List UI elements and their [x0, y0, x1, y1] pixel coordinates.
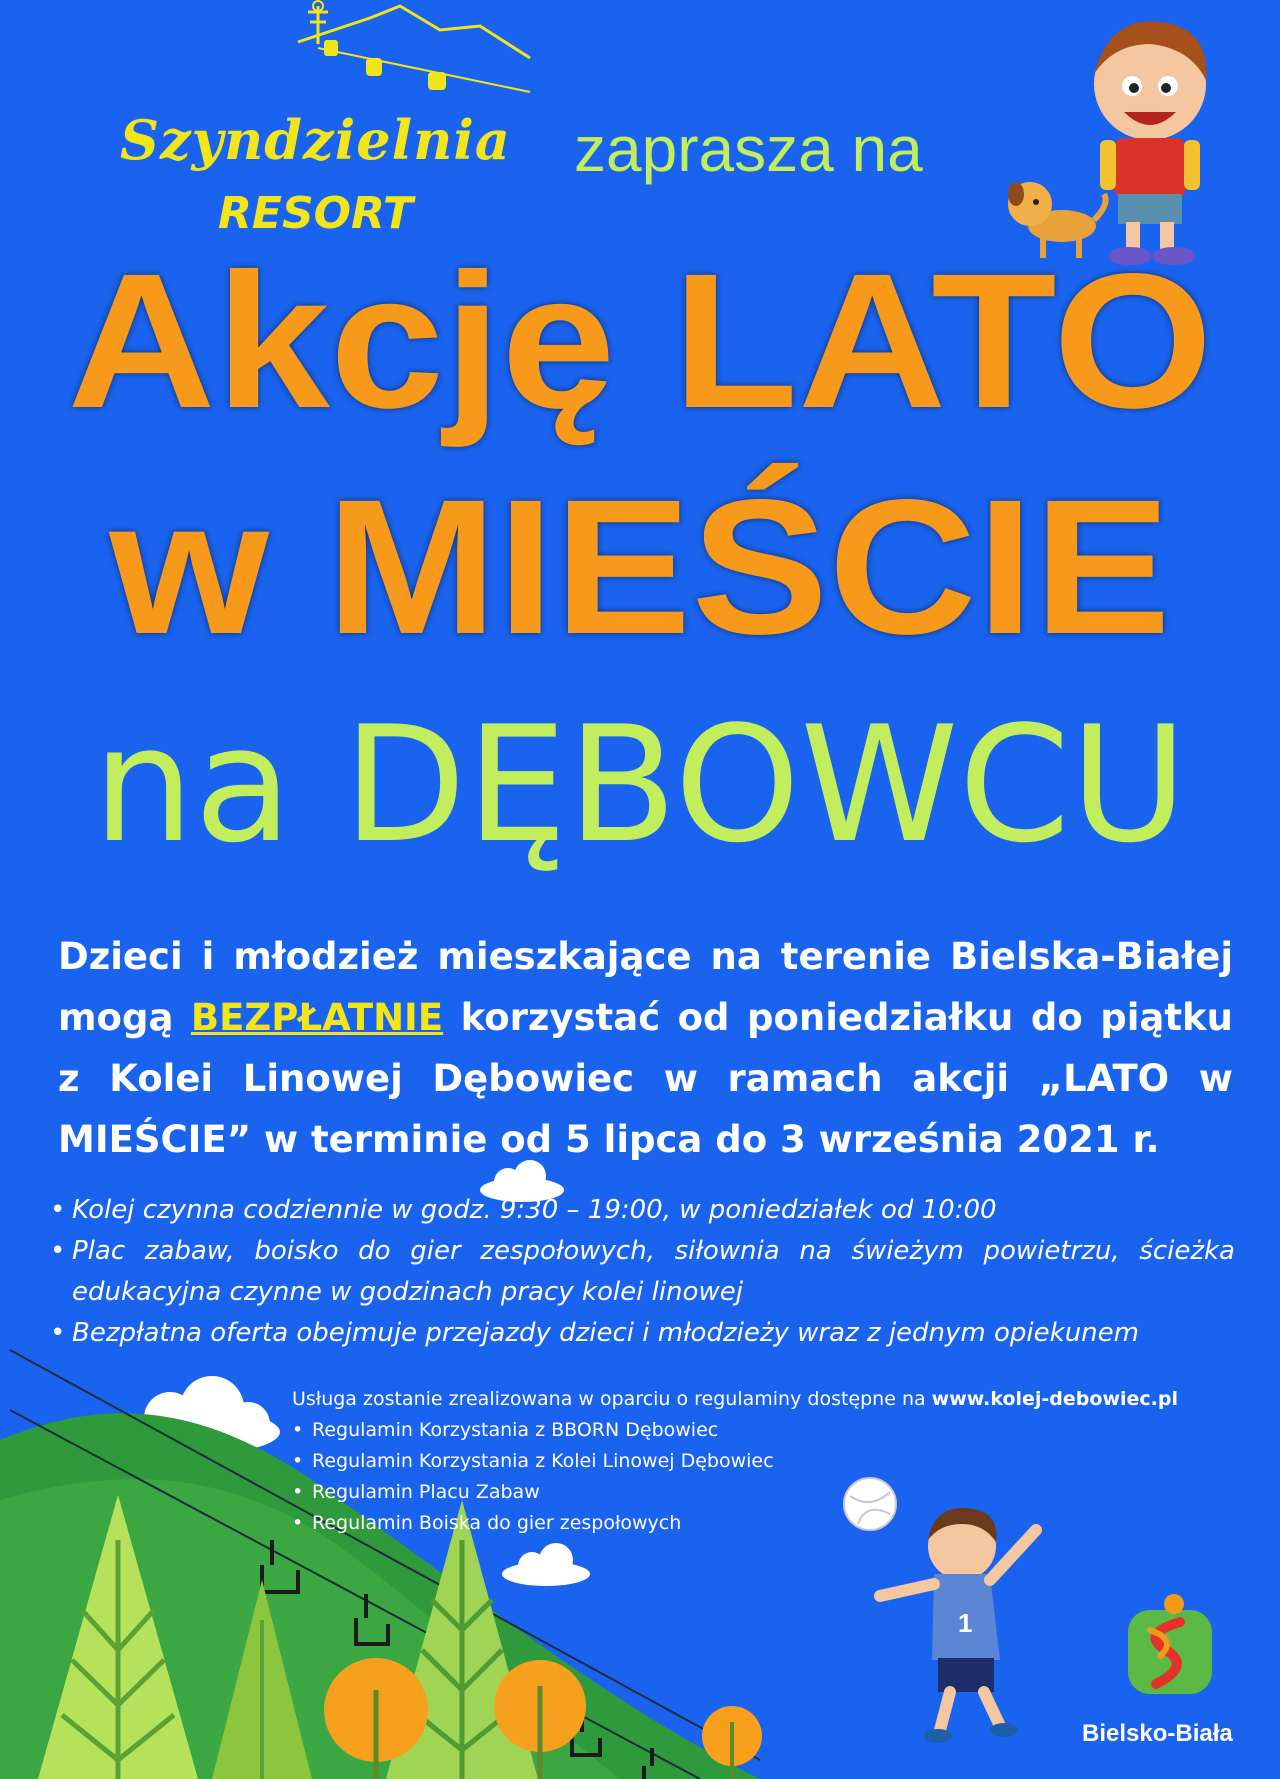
info-bullet-list — [50, 1190, 1235, 1354]
headline-line-1: Akcję LATO — [67, 233, 1213, 448]
website-link[interactable]: www.kolej-debowiec.pl — [931, 1388, 1178, 1410]
volleyball-icon — [844, 1478, 896, 1530]
intro-text-start: Dzieci i młodzież mieszkające na terenie Bielska-Białej mogą — [58, 935, 1233, 1039]
invite-text: zaprasza na — [574, 113, 923, 185]
list-item: • Regulamin Korzystania z BBORN Dębowiec — [292, 1415, 1232, 1446]
city-name: Bielsko-Biała — [1082, 1720, 1233, 1747]
regulations-lead-text: Usługa zostanie zrealizowana w oparciu o regulaminy dostępne na — [292, 1388, 932, 1410]
regulations-lead — [292, 1384, 1232, 1415]
boy-icon — [880, 1508, 1036, 1743]
free-highlight: BEZPŁATNIE — [190, 996, 444, 1039]
list-item: • Regulamin Placu Zabaw — [292, 1477, 1232, 1508]
boy-icon — [1094, 21, 1206, 265]
list-item: • Regulamin Korzystania z Kolei Linowej Dębowiec — [292, 1446, 1232, 1477]
list-item: • Kolej czynna codziennie w godz. 9:30 – 19:00, w poniedziałek od 10:00 — [50, 1190, 1235, 1231]
intro-text-end: korzystać od poniedziałku do piątku z Kolei Linowej Dębowiec w ramach akcji „LATO w MIEŚCIE” w terminie od 5 lipca do 3 września 2021 r. — [58, 996, 1233, 1161]
headline-line-2: w MIEŚCIE — [109, 459, 1171, 674]
mountain-cable-car-logo-icon — [60, 0, 540, 120]
list-item: • Bezpłatna oferta obejmuje przejazdy dzieci i młodzieży wraz z jednym opiekunem — [50, 1313, 1235, 1354]
logo-resort-label: RESORT — [218, 188, 413, 239]
regulations-section — [292, 1384, 1232, 1539]
regulations-list — [292, 1415, 1232, 1539]
list-item: • Plac zabaw, boisko do gier zespołowych, siłownia na świeżym powietrzu, ścieżka edukacyjna czynne w godzinach pracy kolei linowej — [50, 1231, 1235, 1313]
intro-paragraph — [58, 926, 1233, 1170]
volleyball-player-illustration — [840, 1470, 1070, 1750]
bielsko-biala-city-logo-icon — [1120, 1590, 1220, 1700]
list-item: • Regulamin Boiska do gier zespołowych — [292, 1508, 1232, 1539]
headline-line-3: na DĘBOWCU — [92, 691, 1188, 878]
svg-text:1: 1 — [958, 1608, 973, 1638]
cloud-icon — [502, 1543, 590, 1586]
logo-brand-name: Szyndzielnia — [120, 108, 511, 172]
